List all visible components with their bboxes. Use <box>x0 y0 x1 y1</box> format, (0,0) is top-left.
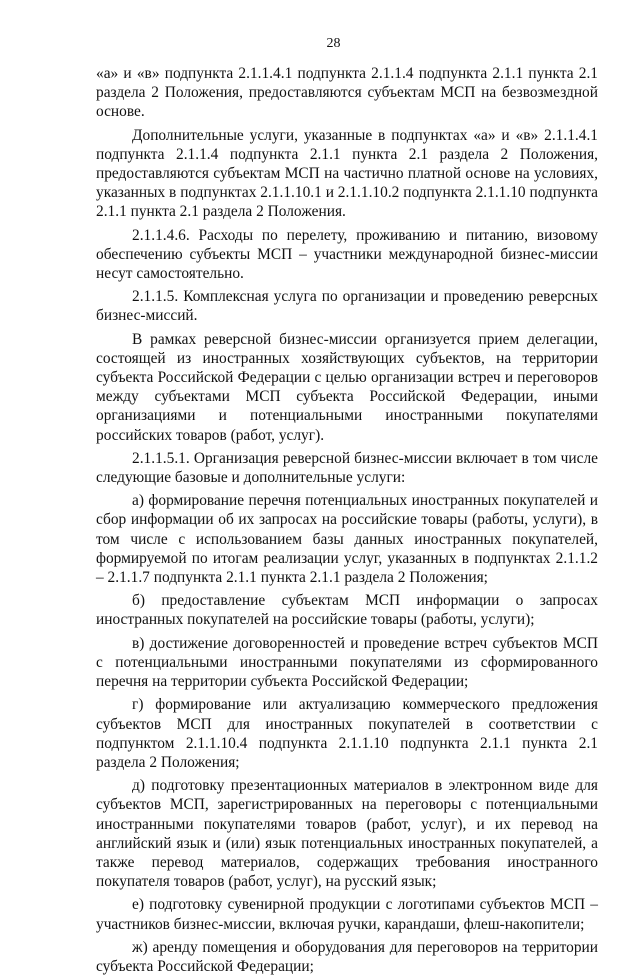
paragraph: В рамках реверсной бизнес-миссии организуется прием делегации, состоящей из иностранных хозяйствующих субъектов, на территории субъекта Российской Федерации с целью организации встреч и переговоров между субъектами МСП субъекта Российской Федерации, иными организациями и потенциальными иностранными покупателями российских товаров (работ, услуг). <box>96 330 598 444</box>
paragraph: 2.1.1.4.6. Расходы по перелету, проживанию и питанию, визовому обеспечению субъекты МСП – участники международной бизнес-миссии несут самостоятельно. <box>96 226 598 283</box>
list-item: а) формирование перечня потенциальных иностранных покупателей и сбор информации об их запросах на российские товары (работы, услуги), в том числе с использованием базы данных иностранных покупателей, формируемой по итогам реализации услуг, указанных в подпунктах 2.1.1.2 – 2.1.1.7 подпункта 2.1.1 пункта 2.1.1 раздела 2 Положения; <box>96 492 598 587</box>
page-number: 28 <box>326 36 341 51</box>
list-item: д) подготовку презентационных материалов в электронном виде для субъектов МСП, зарегистрированных на переговоры с потенциальными иностранными покупателями товаров (работ, услуг), и их перевод на английский язык и (или) язык потенциальных иностранных покупателей, а также перевод материалов, содержащих требования иностранного покупателя товаров (работ, услуг), на русский язык; <box>96 777 598 891</box>
list-item: е) подготовку сувенирной продукции с логотипами субъектов МСП – участников бизнес-миссии, включая ручки, карандаши, флеш-накопители; <box>96 896 598 933</box>
list-item: ж) аренду помещения и оборудования для переговоров на территории субъекта Российской Федерации; <box>96 938 598 975</box>
paragraph: «а» и «в» подпункта 2.1.1.4.1 подпункта 2.1.1.4 подпункта 2.1.1 пункта 2.1 раздела 2 Положения, предоставляются субъектам МСП на безвозмездной основе. <box>96 65 598 121</box>
paragraph: Дополнительные услуги, указанные в подпунктах «а» и «в» 2.1.1.4.1 подпункта 2.1.1.4 подпункта 2.1.1 пункта 2.1 раздела 2 Положения, предоставляются субъектам МСП на частично платной основе на условиях, указанных в подпунктах 2.1.1.10.1 и 2.1.1.10.2 подпункта 2.1.1.10 подпункта 2.1.1 пункта 2.1 раздела 2 Положения. <box>96 126 598 221</box>
list-item: г) формирование или актуализацию коммерческого предложения субъектов МСП для иностранных покупателей в соответствии с подпунктом 2.1.1.10.4 подпункта 2.1.1.10 подпункта 2.1.1 пункта 2.1 раздела 2 Положения; <box>96 696 598 771</box>
paragraph: 2.1.1.5. Комплексная услуга по организации и проведению реверсных бизнес-миссий. <box>96 288 598 325</box>
paragraph: 2.1.1.5.1. Организация реверсной бизнес-миссии включает в том числе следующие базовые и дополнительные услуги: <box>96 449 598 487</box>
list-item: в) достижение договоренностей и проведение встреч субъектов МСП с потенциальными иностранными покупателями из сформированного перечня на территории субъекта Российской Федерации; <box>96 634 598 691</box>
document-body <box>96 64 598 980</box>
list-item: б) предоставление субъектам МСП информации о запросах иностранных покупателей на российские товары (работы, услуги); <box>96 592 598 629</box>
